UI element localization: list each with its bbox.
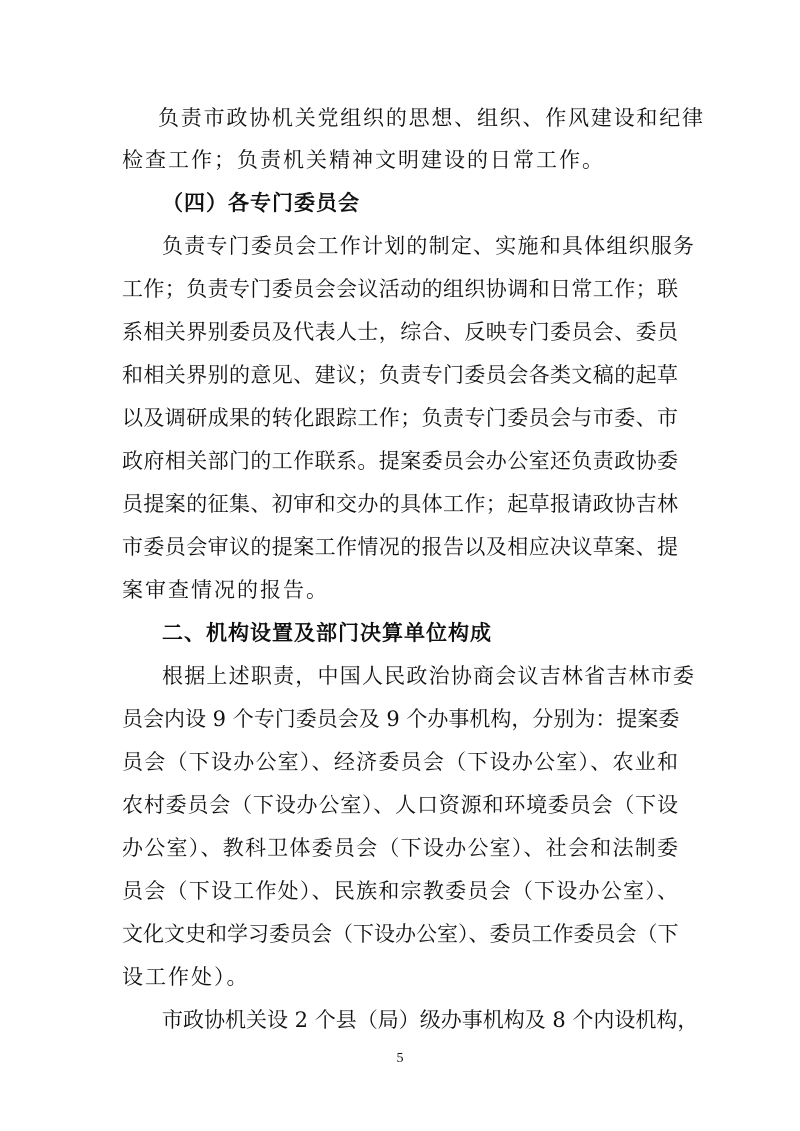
body-line: 员提案的征集、初审和交办的具体工作；起草报请政协吉林 <box>122 492 678 516</box>
body-line: 设工作处）。 <box>122 965 250 989</box>
body-line: 检查工作；负责机关精神文明建设的日常工作。 <box>122 148 605 172</box>
body-line: 办公室）、教科卫体委员会（下设办公室）、社会和法制委 <box>122 836 678 860</box>
body-line: 市政协机关设 2 个县（局）级办事机构及 8 个内设机构， <box>162 1008 699 1032</box>
section-heading: 二、机构设置及部门决算单位构成 <box>162 621 492 645</box>
body-line: 文化文史和学习委员会（下设办公室）、委员工作委员会（下 <box>122 922 679 946</box>
body-line: 员会（下设办公室）、经济委员会（下设办公室）、农业和 <box>122 750 678 774</box>
body-line: 系相关界别委员及代表人士，综合、反映专门委员会、委员 <box>122 320 678 344</box>
body-line: 案审查情况的报告。 <box>122 578 329 602</box>
body-line: 根据上述职责，中国人民政治协商会议吉林省吉林市委 <box>162 664 694 688</box>
body-line: 政府相关部门的工作联系。提案委员会办公室还负责政协委 <box>122 449 678 473</box>
body-line: 负责市政协机关党组织的思想、组织、作风建设和纪律 <box>158 106 703 130</box>
body-line: 农村委员会（下设办公室）、人口资源和环境委员会（下设 <box>122 793 678 817</box>
body-line: 工作；负责专门委员会会议活动的组织协调和日常工作；联 <box>122 277 678 301</box>
body-line: 员会内设 9 个专门委员会及 9 个办事机构，分别为：提案委 <box>122 707 680 731</box>
body-line: 和相关界别的意见、建议；负责专门委员会各类文稿的起草 <box>122 363 678 387</box>
body-line: 员会（下设工作处）、民族和宗教委员会（下设办公室）、 <box>122 879 678 903</box>
page-number: 5 <box>396 1051 404 1066</box>
body-line: 市委员会审议的提案工作情况的报告以及相应决议草案、提 <box>122 535 678 559</box>
section-heading: （四）各专门委员会 <box>162 191 360 215</box>
body-line: 以及调研成果的转化跟踪工作；负责专门委员会与市委、市 <box>122 406 678 430</box>
body-line: 负责专门委员会工作计划的制定、实施和具体组织服务 <box>162 234 694 258</box>
